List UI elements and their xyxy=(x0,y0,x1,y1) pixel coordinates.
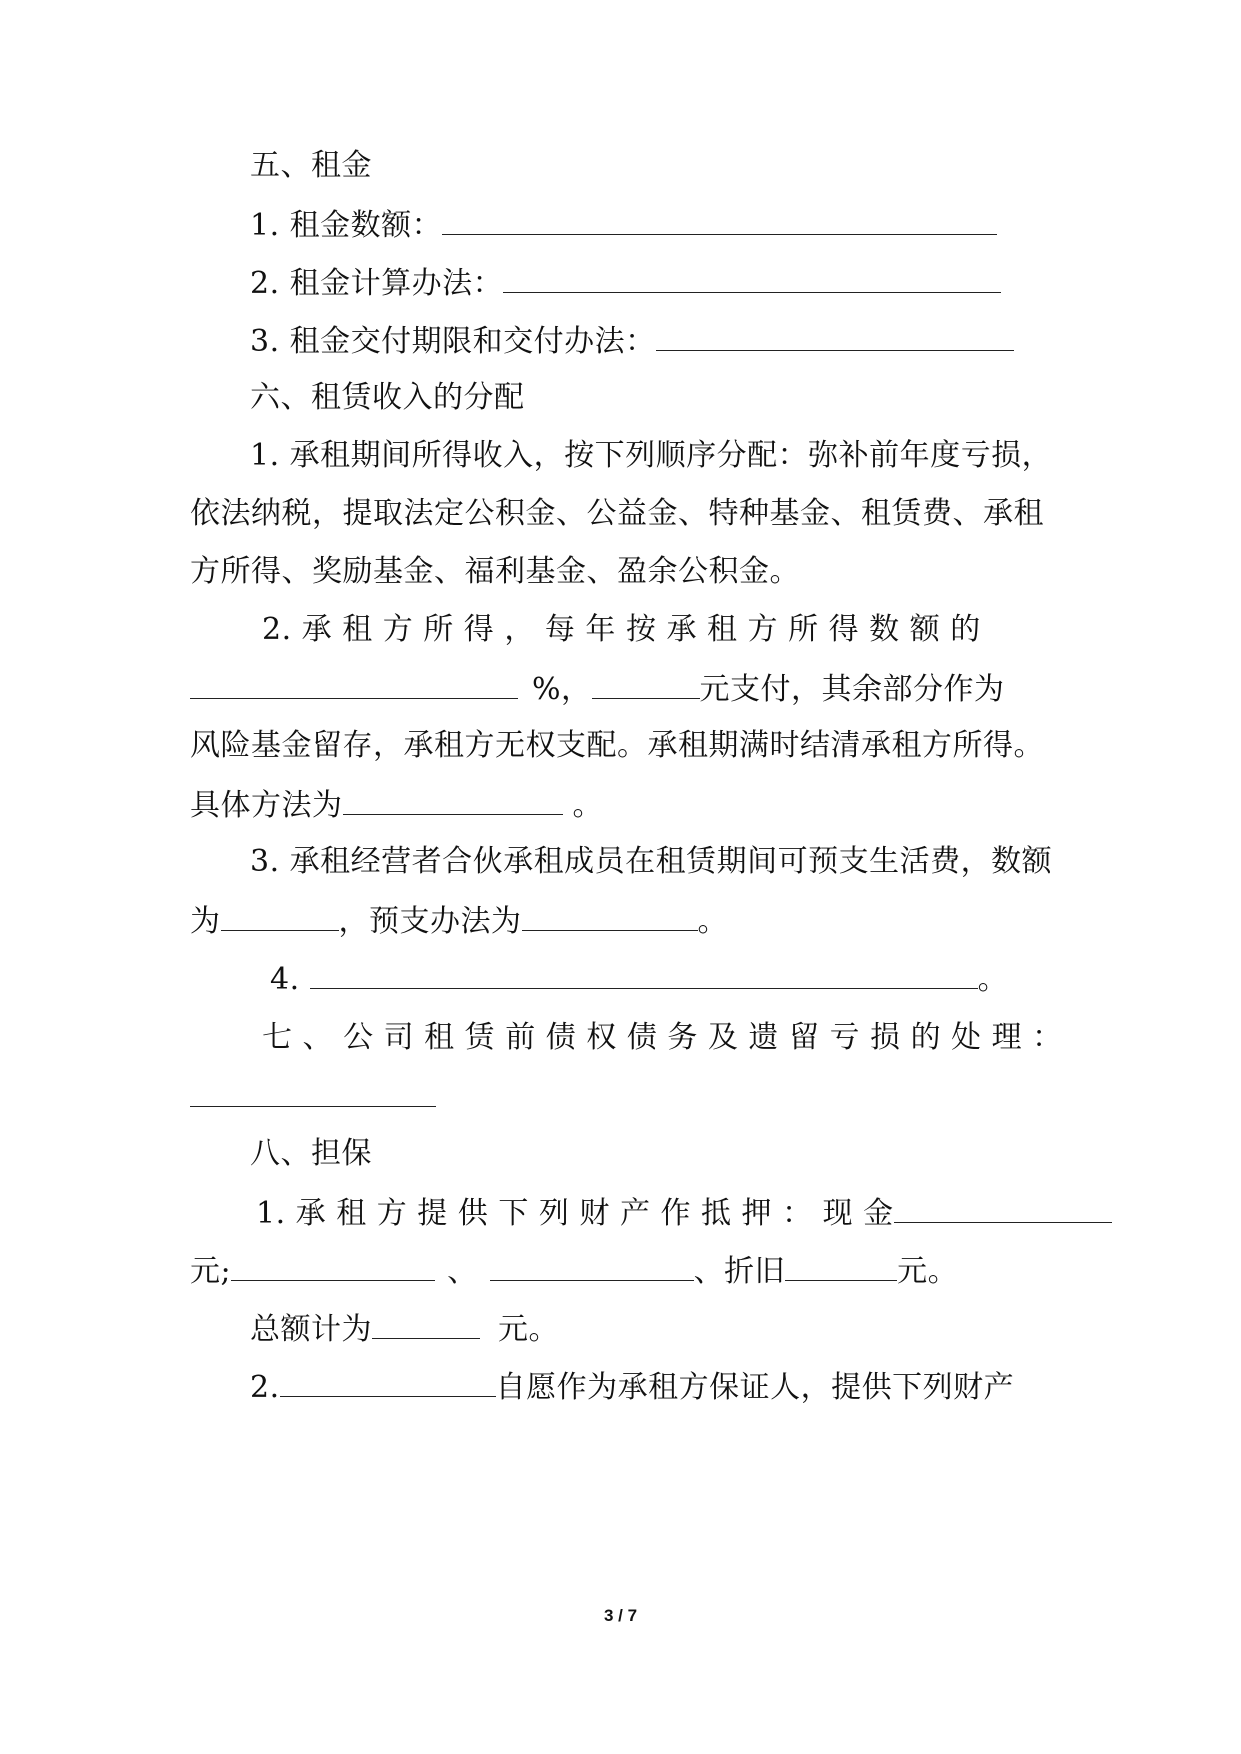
s6-item1-line3: 方所得、奖励基金、福利基金、盈余公积金。 xyxy=(190,554,800,589)
s7-blank-line xyxy=(190,1076,1050,1118)
s6-item1-line1: 1. 承租期间所得收入，按下列顺序分配：弥补前年度亏损， xyxy=(250,438,1053,473)
advance-method-label: ，预支办法为 xyxy=(338,904,522,939)
advance-method-blank[interactable] xyxy=(522,900,698,931)
total-unit: 元。 xyxy=(498,1312,559,1347)
s6-item2-line4 xyxy=(190,784,1050,826)
s6-item3-line1: 3. 承租经营者合伙承租成员在租赁期间可预支生活费，数额 xyxy=(250,844,1053,879)
guarantor-text: 自愿作为承租方保证人，提供下列财产 xyxy=(495,1370,1015,1405)
s6-item2-line2-tail: 元支付，其余部分作为 xyxy=(699,672,1005,707)
section-6-title: 六、租赁收入的分配 xyxy=(250,380,525,415)
method-label: 具体方法为 xyxy=(190,788,343,823)
s8-item1-line2 xyxy=(190,1250,1050,1292)
item4-blank[interactable] xyxy=(310,958,978,989)
separator-mark: 、 xyxy=(447,1254,478,1289)
method-blank[interactable] xyxy=(343,784,563,815)
rent-amount-label: 1. 租金数额： xyxy=(250,208,443,243)
share-amount-blank[interactable] xyxy=(592,668,700,699)
rent-calc-label: 2. 租金计算办法： xyxy=(250,266,504,301)
share-percent-blank[interactable] xyxy=(190,668,518,699)
s8-item1-line1 xyxy=(256,1192,1056,1234)
s6-item4-line xyxy=(270,958,1070,1000)
cash-blank[interactable] xyxy=(894,1192,1112,1223)
section-7-title: 七 、 公 司 租 赁 前 债 权 债 务 及 遗 留 亏 损 的 处 理 ： xyxy=(262,1020,1063,1055)
s8-item1-line3 xyxy=(250,1308,1050,1350)
percent-sign: %， xyxy=(532,672,592,707)
item4-number: 4. xyxy=(270,962,300,997)
amount-prefix: 为 xyxy=(190,904,221,939)
s8-item2-line1 xyxy=(250,1366,1050,1408)
rent-calc-line xyxy=(250,262,1050,304)
depreciation-label: 、折旧 xyxy=(693,1254,786,1289)
s6-item2-line3: 风险基金留存，承租方无权支配。承租期满时结清承租方所得。 xyxy=(190,728,1044,763)
debt-handling-blank[interactable] xyxy=(190,1076,436,1107)
section-5-title: 五、租金 xyxy=(250,148,372,183)
s6-item2-line1: 2. 承 租 方 所 得 ， 每 年 按 承 租 方 所 得 数 额 的 xyxy=(262,612,981,647)
rent-calc-blank[interactable] xyxy=(503,262,1001,293)
method-end: 。 xyxy=(572,788,603,823)
page-number: 3 / 7 xyxy=(603,1606,638,1625)
rent-amount-blank[interactable] xyxy=(442,204,997,235)
section-8-title: 八、担保 xyxy=(250,1136,372,1171)
item2-number: 2. xyxy=(250,1370,280,1405)
depreciation-unit: 元。 xyxy=(897,1254,959,1289)
mortgage-label: 1. 承 租 方 提 供 下 列 财 产 作 抵 押 ： 现 金 xyxy=(256,1196,894,1231)
total-blank[interactable] xyxy=(372,1308,480,1339)
depreciation-blank[interactable] xyxy=(785,1250,897,1281)
rent-amount-line xyxy=(250,204,1050,246)
property2-blank[interactable] xyxy=(490,1250,694,1281)
s6-item3-line2 xyxy=(190,900,1050,942)
rent-payment-blank[interactable] xyxy=(656,320,1014,351)
advance-amount-blank[interactable] xyxy=(221,900,339,931)
rent-payment-label: 3. 租金交付期限和交付办法： xyxy=(250,324,656,359)
advance-end: 。 xyxy=(697,904,728,939)
item4-end: 。 xyxy=(977,962,1009,997)
guarantor-blank[interactable] xyxy=(280,1366,496,1397)
s6-item1-line2: 依法纳税，提取法定公积金、公益金、特种基金、租赁费、承租 xyxy=(190,496,1044,531)
yuan-prefix: 元; xyxy=(190,1254,232,1289)
s6-item2-line2 xyxy=(190,668,1050,710)
total-label: 总额计为 xyxy=(250,1312,372,1347)
property1-blank[interactable] xyxy=(231,1250,435,1281)
rent-payment-line xyxy=(250,320,1050,362)
